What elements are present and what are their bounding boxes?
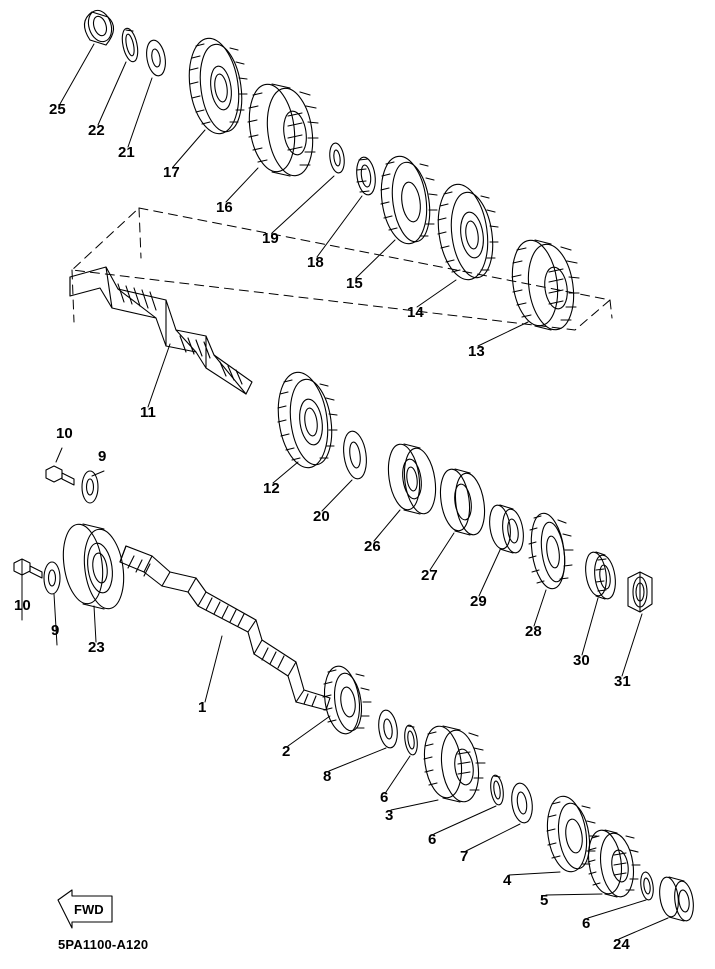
part-31-nut: [628, 572, 652, 612]
part-9-washer-lower: [44, 562, 60, 594]
callout-22[interactable]: 22: [88, 122, 105, 139]
callout-6-a[interactable]: 6: [380, 789, 389, 806]
part-20-washer: [341, 430, 369, 481]
part-13-gear: [507, 237, 579, 332]
part-29-collar: [487, 504, 526, 554]
part-6-circlip-c: [639, 871, 655, 900]
part-5-gear: [585, 828, 640, 899]
part-10-screw-upper: [46, 466, 74, 485]
diagram-part-code: 5PA1100-A120: [58, 937, 149, 952]
part-19-washer: [328, 142, 346, 174]
callout-19[interactable]: 19: [262, 230, 279, 247]
callout-7[interactable]: 7: [460, 848, 469, 865]
callout-29[interactable]: 29: [470, 593, 487, 610]
callout-11[interactable]: 11: [140, 404, 156, 421]
callout-17[interactable]: 17: [163, 164, 180, 181]
callout-16[interactable]: 16: [216, 199, 233, 216]
part-21-washer: [144, 39, 168, 78]
callout-9-lower[interactable]: 9: [51, 622, 60, 639]
callout-14[interactable]: 14: [407, 304, 424, 321]
callout-26[interactable]: 26: [364, 538, 381, 555]
callout-6-b[interactable]: 6: [428, 831, 437, 848]
part-10-screw-lower: [14, 559, 42, 578]
callout-8[interactable]: 8: [323, 768, 332, 785]
part-18-washer: [354, 156, 377, 196]
callout-2[interactable]: 2: [282, 743, 291, 760]
part-8-washer: [376, 709, 399, 749]
callout-4[interactable]: 4: [503, 872, 512, 889]
part-25-collar: [84, 7, 115, 45]
callout-15[interactable]: 15: [346, 275, 363, 292]
callout-1[interactable]: 1: [198, 699, 207, 716]
callout-13[interactable]: 13: [468, 343, 485, 360]
part-6-circlip-a: [403, 724, 419, 755]
callout-21[interactable]: 21: [118, 144, 135, 161]
callout-5[interactable]: 5: [540, 892, 549, 909]
part-30-lock-washer: [583, 551, 618, 600]
part-27-bearing: [437, 467, 488, 536]
callout-20[interactable]: 20: [313, 508, 330, 525]
part-2-gear: [320, 664, 371, 736]
part-28-sprocket: [527, 511, 573, 591]
callout-3[interactable]: 3: [385, 807, 394, 824]
callout-23[interactable]: 23: [88, 639, 105, 656]
part-6-circlip-b: [489, 774, 505, 805]
part-24-collar: [657, 876, 695, 922]
part-7-washer: [509, 782, 534, 824]
callout-12[interactable]: 12: [263, 480, 280, 497]
callout-6-c[interactable]: 6: [582, 915, 591, 932]
part-26-bearing: [385, 442, 440, 516]
callout-10-upper[interactable]: 10: [56, 425, 73, 442]
callout-18[interactable]: 18: [307, 254, 324, 271]
part-9-washer-upper: [82, 471, 98, 503]
part-23-bearing: [59, 522, 129, 612]
callout-25[interactable]: 25: [49, 101, 66, 118]
callout-9-upper[interactable]: 9: [98, 448, 107, 465]
callout-24[interactable]: 24: [613, 936, 630, 953]
callout-10-lower[interactable]: 10: [14, 597, 31, 614]
callout-28[interactable]: 28: [525, 623, 542, 640]
callout-27[interactable]: 27: [421, 567, 438, 584]
part-17-gear: [184, 35, 247, 137]
part-22-circlip: [120, 27, 141, 63]
part-16-gear: [244, 81, 318, 178]
part-1-drive-axle: [120, 546, 330, 710]
part-3-gear: [420, 724, 485, 804]
fwd-label: FWD: [74, 902, 104, 917]
callout-31[interactable]: 31: [614, 673, 631, 690]
part-11-main-axle: [70, 267, 252, 394]
part-15-gear: [376, 153, 437, 246]
callout-30[interactable]: 30: [573, 652, 590, 669]
part-12-gear: [273, 369, 337, 471]
